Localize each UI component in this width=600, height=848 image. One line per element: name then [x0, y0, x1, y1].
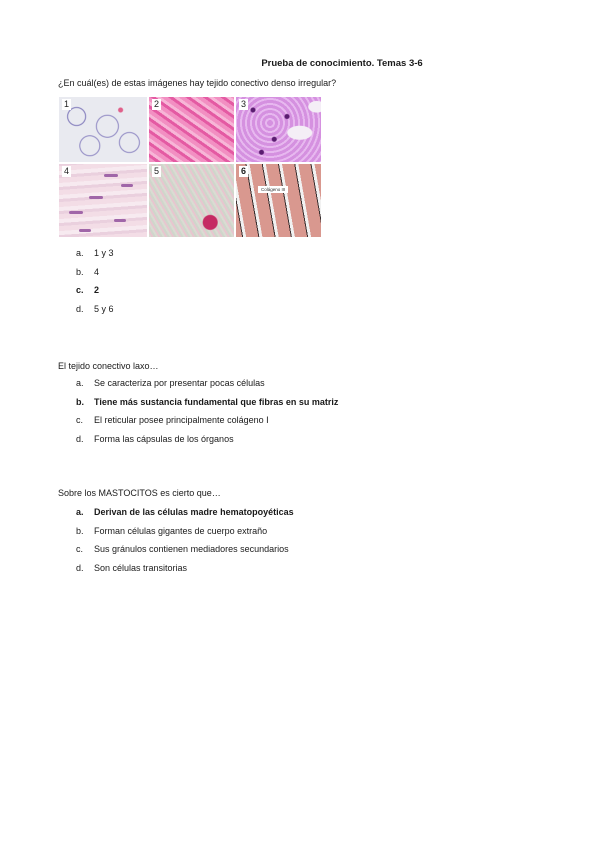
option-letter: c. — [76, 544, 84, 555]
histology-panel-3 — [235, 96, 322, 163]
option-text: Tiene más sustancia fundamental que fibras en su matriz — [94, 396, 339, 407]
answer-option[interactable] — [76, 524, 294, 543]
answer-option[interactable] — [76, 265, 114, 284]
panel-number: 5 — [154, 166, 160, 176]
answer-option[interactable] — [76, 542, 294, 561]
option-letter: a. — [76, 378, 84, 388]
nucleus-shape — [114, 219, 126, 222]
question-2-options — [76, 376, 338, 450]
question-1-prompt: ¿En cuál(es) de estas imágenes hay tejido conectivo denso irregular? — [58, 78, 337, 88]
nucleus-shape — [79, 229, 91, 232]
question-3-prompt: Sobre los MASTOCITOS es cierto que… — [58, 488, 221, 498]
option-letter: a. — [76, 248, 84, 258]
answer-option[interactable] — [76, 432, 338, 451]
panel-number: 4 — [64, 166, 70, 176]
option-letter: d. — [76, 433, 84, 444]
answer-option[interactable] — [76, 246, 114, 265]
option-letter: c. — [76, 285, 84, 296]
document-title: Prueba de conocimiento. Temas 3-6 — [261, 58, 423, 69]
answer-option-selected[interactable] — [76, 505, 294, 524]
panel-number: 3 — [241, 99, 247, 109]
answer-option-selected[interactable] — [76, 283, 114, 302]
answer-option[interactable] — [76, 302, 114, 321]
histology-panel-1 — [58, 96, 148, 163]
nucleus-shape — [89, 196, 103, 199]
histology-panel-4 — [58, 163, 148, 238]
option-text: Son células transitorias — [94, 562, 188, 573]
histology-figure — [58, 96, 322, 238]
panel-number: 2 — [154, 99, 160, 109]
option-letter: b. — [76, 396, 84, 407]
panel-number: 1 — [64, 99, 70, 109]
question-2-prompt: El tejido conectivo laxo… — [58, 361, 159, 371]
answer-option[interactable] — [76, 413, 338, 432]
option-letter: a. — [76, 507, 84, 517]
option-text: 5 y 6 — [94, 303, 114, 314]
option-letter: b. — [76, 525, 84, 536]
option-text: Derivan de las células madre hematopoyéticas — [94, 507, 294, 517]
histology-panel-5 — [148, 163, 235, 238]
option-letter: d. — [76, 303, 84, 314]
nucleus-shape — [121, 184, 133, 187]
option-letter: c. — [76, 415, 84, 426]
option-text: 1 y 3 — [94, 248, 114, 258]
option-letter: d. — [76, 562, 84, 573]
option-text: Sus gránulos contienen mediadores secundarios — [94, 544, 289, 555]
histology-panel-2 — [148, 96, 235, 163]
question-1-options — [76, 246, 114, 320]
option-text: 2 — [94, 285, 100, 296]
option-text: Forma las cápsulas de los órganos — [94, 433, 234, 444]
option-text: El reticular posee principalmente colágeno I — [94, 415, 269, 426]
question-3-options — [76, 505, 294, 579]
option-text: 4 — [94, 266, 100, 277]
option-letter: b. — [76, 266, 84, 277]
answer-option[interactable] — [76, 376, 338, 395]
nucleus-shape — [69, 211, 83, 214]
nucleus-shape — [104, 174, 118, 177]
panel-number: 6 — [241, 166, 247, 176]
answer-option-selected[interactable] — [76, 395, 338, 414]
answer-option[interactable] — [76, 561, 294, 580]
histology-panel-6 — [235, 163, 322, 238]
panel-annotation-label: Colágeno III — [258, 186, 288, 193]
option-text: Se caracteriza por presentar pocas células — [94, 378, 265, 388]
option-text: Forman células gigantes de cuerpo extraño — [94, 525, 268, 536]
